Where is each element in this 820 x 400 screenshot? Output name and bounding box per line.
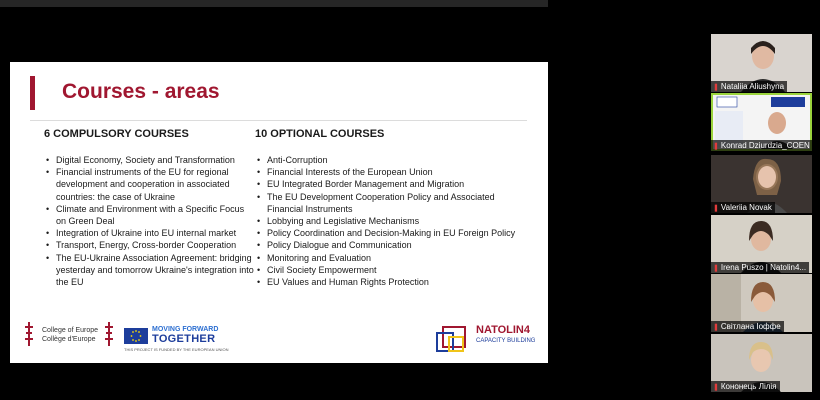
participant-tile[interactable] (711, 155, 812, 213)
participant-name: Konrad Dziurdzia_COEN (720, 141, 810, 150)
natolin-square-yellow (448, 336, 464, 352)
participant-name: Nataliia Aliushyna (720, 82, 785, 91)
mft-line2: TOGETHER (152, 333, 216, 345)
natolin4-logo (436, 322, 546, 354)
coe-logo-line1: College of Europe (42, 327, 99, 334)
course-list-item: • Monitoring and Evaluation (255, 252, 525, 264)
microphone-muted-icon: ❚ (713, 265, 719, 272)
compulsory-course-list (44, 154, 256, 288)
optional-course-list (255, 154, 525, 288)
participant-name-label (711, 262, 809, 273)
participant-name-label (711, 381, 780, 392)
mft-line3: THIS PROJECT IS FUNDED BY THE EUROPEAN UNION (124, 347, 229, 352)
course-list-item: • Financial Interests of the European Union (255, 166, 525, 178)
college-of-europe-logo (24, 320, 114, 350)
course-list-item: • The EU-Ukraine Association Agreement: bridging yesterday and tomorrow Ukraine's integration into the EU (44, 252, 256, 289)
course-list-item: • EU Integrated Border Management and Migration (255, 178, 525, 190)
mft-line1: MOVING FORWARD (152, 326, 219, 333)
participant-tile[interactable] (711, 34, 812, 92)
course-list-item: • Civil Society Empowerment (255, 264, 525, 276)
participant-tile-active[interactable] (711, 93, 812, 151)
course-list-item: • Policy Coordination and Decision-Making in EU Foreign Policy (255, 227, 525, 239)
participant-name: Кононець Лілія (720, 382, 777, 391)
participant-tile[interactable] (711, 215, 812, 273)
course-list-item: • Climate and Environment with a Specific Focus on Green Deal (44, 203, 256, 227)
course-list-item: • Anti-Corruption (255, 154, 525, 166)
participant-name-label (711, 140, 812, 151)
microphone-muted-icon: ❚ (713, 84, 719, 91)
meeting-top-bar (0, 0, 548, 7)
course-list-item: • Lobbying and Legislative Mechanisms (255, 215, 525, 227)
compulsory-heading: 6 COMPULSORY COURSES (44, 128, 189, 140)
title-accent-bar (30, 76, 35, 110)
coe-logo-line2: Collège d'Europe (42, 336, 96, 343)
participant-name-label (711, 202, 775, 213)
participant-name-label (711, 321, 784, 332)
course-list-item: • Policy Dialogue and Communication (255, 239, 525, 251)
microphone-muted-icon: ❚ (713, 324, 719, 331)
course-list-item: • Financial instruments of the EU for regional development and cooperation in associated countries: the case of Ukraine (44, 166, 256, 203)
participant-name: Світлана Іоффе (720, 322, 781, 331)
coe-crest-icon (104, 322, 114, 346)
natolin-line2: CAPACITY BUILDING (476, 338, 536, 344)
participant-tile[interactable] (711, 334, 812, 392)
microphone-muted-icon: ❚ (713, 143, 719, 150)
moving-forward-together-logo (124, 326, 234, 352)
microphone-muted-icon: ❚ (713, 205, 719, 212)
coe-logo-text (42, 326, 98, 344)
course-list-item: • Transport, Energy, Cross-border Cooperation (44, 239, 256, 251)
microphone-muted-icon: ❚ (713, 384, 719, 391)
eu-flag-icon (124, 328, 148, 344)
participant-name: Irena Puszo | Natolin4... (720, 263, 807, 272)
course-list-item: • EU Values and Human Rights Protection (255, 276, 525, 288)
shared-screen (10, 62, 548, 363)
participant-name: Valeriia Novak (720, 203, 772, 212)
participant-tile[interactable] (711, 274, 812, 332)
course-list-item: • Integration of Ukraine into EU internal market (44, 227, 256, 239)
course-list-item: • The EU Development Cooperation Policy and Associated Financial Instruments (255, 191, 525, 215)
slide-title: Courses - areas (62, 80, 220, 103)
participant-name-label (711, 81, 787, 92)
natolin-line1: NATOLIN4 (476, 324, 530, 336)
coe-crest-icon (24, 322, 34, 346)
title-divider (30, 120, 527, 121)
optional-heading: 10 OPTIONAL COURSES (255, 128, 385, 140)
course-list-item: • Digital Economy, Society and Transformation (44, 154, 256, 166)
